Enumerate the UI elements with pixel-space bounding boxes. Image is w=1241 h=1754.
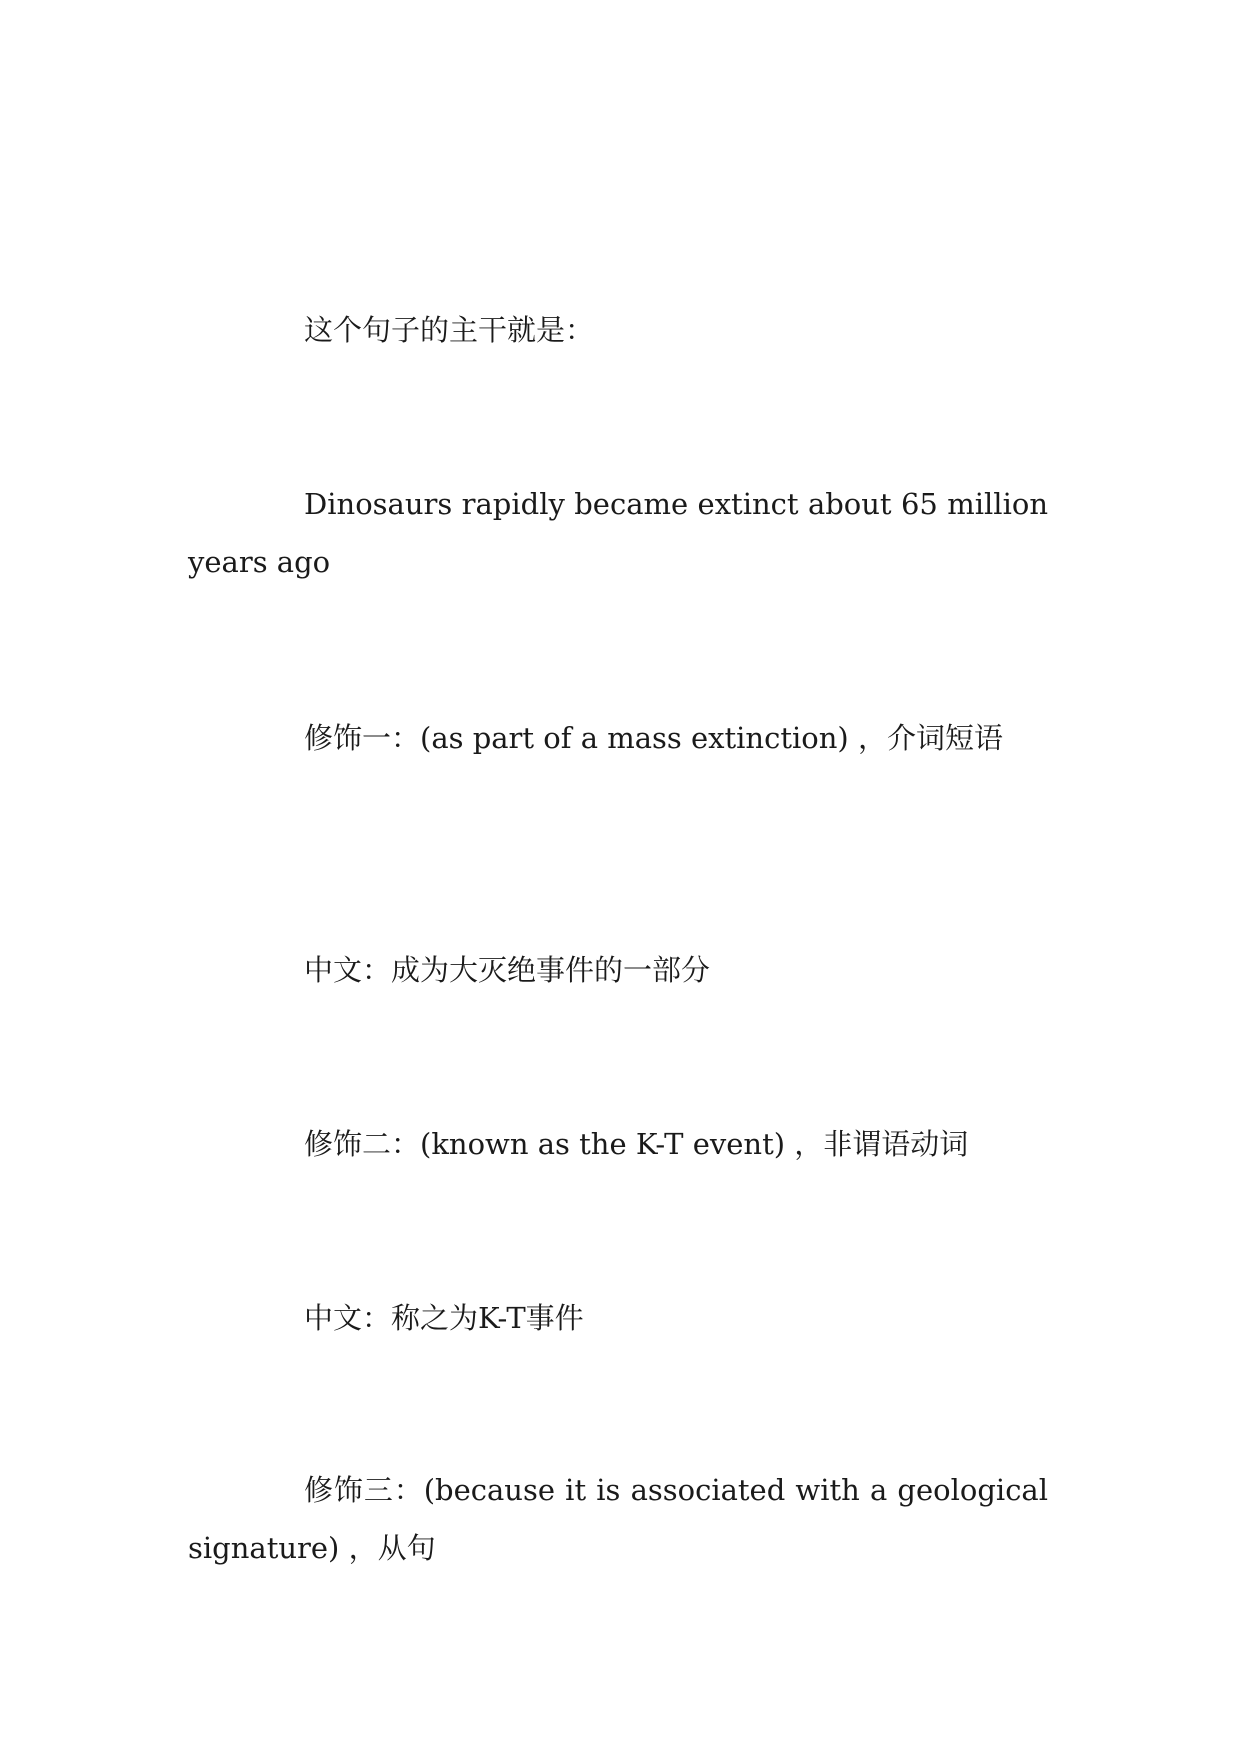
paragraph-main-clause: Dinosaurs rapidly became extinct about 65 million years ago	[188, 487, 1048, 579]
paragraph-modifier-two-translation: 中文：称之为K-T事件	[304, 1301, 584, 1335]
paragraph-main-clause-intro: 这个句子的主干就是：	[304, 313, 595, 347]
paragraph-modifier-one: 修饰一：(as part of a mass extinction) ，介词短语	[304, 721, 1003, 755]
paragraph-modifier-two: 修饰二：(known as the K-T event) ，非谓语动词	[304, 1127, 969, 1161]
paragraph-modifier-one-translation: 中文：成为大灭绝事件的一部分	[304, 953, 711, 987]
paragraph-modifier-three: 修饰三：(because it is associated with a geological signature) ，从句	[188, 1473, 1048, 1565]
